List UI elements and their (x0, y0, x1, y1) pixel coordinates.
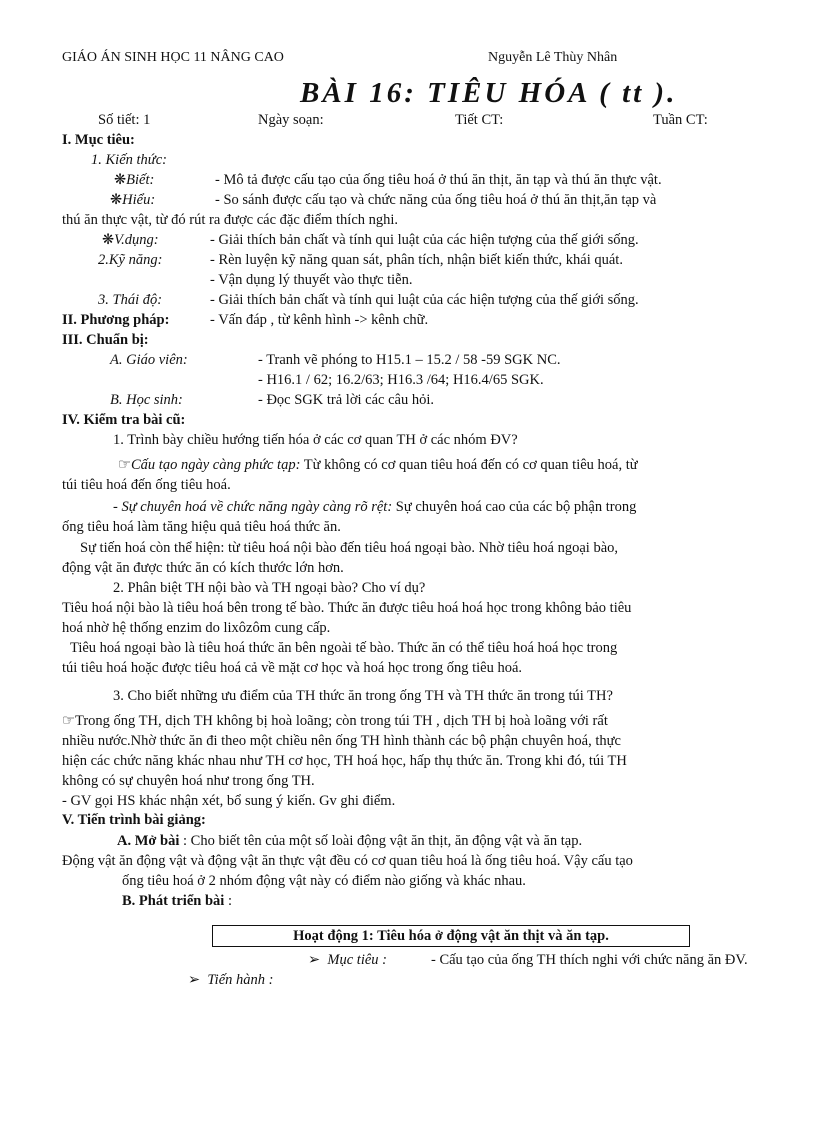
section-3-heading: III. Chuẩn bị: (62, 332, 149, 348)
lesson-title: BÀI 16: TIÊU HÓA ( tt ). (300, 77, 678, 109)
phat-trien-bai-line: B. Phát triển bài : (122, 893, 232, 909)
hieu-label: ❋Hiểu: (110, 192, 156, 208)
muc-tieu-text: - Cấu tạo của ống TH thích nghi với chức năng ăn ĐV. (431, 952, 748, 968)
meta-so-tiet: Số tiết: 1 (98, 112, 151, 128)
ky-nang-label: 2.Kỹ năng: (98, 252, 163, 268)
answer-1-line-2: túi tiêu hoá đến ống tiêu hoá. (62, 477, 231, 493)
tien-hanh-line: ➢ Tiến hành : (188, 972, 274, 988)
phuong-phap-text: - Vấn đáp , từ kênh hình -> kênh chữ. (210, 312, 429, 328)
thai-do-label: 3. Thái độ: (98, 292, 163, 308)
section-4-heading: IV. Kiểm tra bài cũ: (62, 412, 186, 428)
arrow-bullet-icon: ➢ (188, 972, 201, 988)
question-3: 3. Cho biết những ưu điểm của TH thức ăn trong ống TH và TH thức ăn trong túi TH? (113, 688, 613, 704)
flower-icon: ❋ (114, 172, 127, 188)
answer-2-line-1: Tiêu hoá nội bào là tiêu hoá bên trong tế bào. Thức ăn được tiêu hoá hoá học trong không bảo tiêu (62, 600, 632, 616)
kien-thuc-label: 1. Kiến thức: (91, 152, 167, 168)
hieu-text-cont: thú ăn thực vật, từ đó rút ra được các đặc điểm thích nghi. (62, 212, 399, 228)
biet-label: ❋Biết: (114, 172, 155, 188)
van-dung-text: - Giải thích bản chất và tính qui luật của các hiện tượng của thế giới sống. (210, 232, 639, 248)
giao-vien-text: - Tranh vẽ phóng to H15.1 – 15.2 / 58 -59 SGK NC. (258, 352, 561, 368)
answer-1b-line-1: - Sự chuyên hoá về chức năng ngày càng rõ rệt: Sự chuyên hoá cao của các bộ phận trong (113, 499, 637, 515)
question-1: 1. Trình bày chiều hướng tiến hóa ở các cơ quan TH ở các nhóm ĐV? (113, 432, 518, 448)
intro-line-1: Động vật ăn động vật và động vật ăn thực vật đều có cơ quan tiêu hoá là ống tiêu hoá. Vậy cấu tạo (62, 853, 633, 869)
hieu-text: - So sánh được cấu tạo và chức năng của ống tiêu hoá ở thú ăn thịt,ăn tạp và (215, 192, 657, 208)
giao-vien-text-cont: - H16.1 / 62; 16.2/63; H16.3 /64; H16.4/65 SGK. (258, 372, 544, 388)
answer-3-line-2: nhiều nước.Nhờ thức ăn đi theo một chiều nên ống TH hình thành các bộ phận chuyên hoá, thực (62, 733, 621, 749)
pointing-hand-icon: ☞ (118, 457, 131, 473)
answer-3-line-3: hiện các chức năng khác nhau như TH cơ học, TH hoá học, hấp thụ thức ăn. Trong khi đó, túi TH (62, 753, 627, 769)
document-author: Nguyễn Lê Thùy Nhân (488, 50, 618, 65)
pointing-hand-icon: ☞ (62, 713, 75, 729)
section-1-heading: I. Mục tiêu: (62, 132, 135, 148)
document-header-title: GIÁO ÁN SINH HỌC 11 NÂNG CAO (62, 50, 284, 65)
arrow-bullet-icon: ➢ (308, 952, 321, 968)
hoc-sinh-label: B. Học sinh: (110, 392, 183, 408)
answer-2-line-3: Tiêu hoá ngoại bào là tiêu hoá thức ăn bên ngoài tế bào. Thức ăn có thể tiêu hoá hoá học trong (70, 640, 618, 656)
answer-1c-line-2: động vật ăn được thức ăn có kích thước lớn hơn. (62, 560, 344, 576)
meta-tuan-ct: Tuần CT: (653, 112, 708, 128)
van-dung-label: ❋V.dụng: (102, 232, 159, 248)
teacher-note: - GV gọi HS khác nhận xét, bổ sung ý kiến. Gv ghi điểm. (62, 793, 396, 809)
hoc-sinh-text: - Đọc SGK trả lời các câu hỏi. (258, 392, 434, 408)
answer-1b-line-2: ống tiêu hoá làm tăng hiệu quả tiêu hoá thức ăn. (62, 519, 341, 535)
meta-ngay-soan: Ngày soạn: (258, 112, 324, 128)
ky-nang-text: - Rèn luyện kỹ năng quan sát, phân tích, nhận biết kiến thức, khái quát. (210, 252, 623, 268)
intro-line-2: ống tiêu hoá ở 2 nhóm động vật này có điểm nào giống và khác nhau. (122, 873, 526, 889)
muc-tieu-line: ➢ Mục tiêu : (308, 952, 387, 968)
giao-vien-label: A. Giáo viên: (110, 352, 188, 368)
answer-3-line-4: không có sự chuyên hoá như trong ống TH. (62, 773, 315, 789)
flower-icon: ❋ (102, 232, 115, 248)
mo-bai-line: A. Mở bài : Cho biết tên của một số loài động vật ăn thịt, ăn động vật và ăn tạp. (117, 833, 583, 849)
flower-icon: ❋ (110, 192, 123, 208)
answer-1c-line-1: Sự tiến hoá còn thể hiện: từ tiêu hoá nội bào đến tiêu hoá ngoại bào. Nhờ tiêu hoá ngoại bào, (80, 540, 619, 556)
activity-1-title-box: Hoạt động 1: Tiêu hóa ở động vật ăn thịt và ăn tạp. (212, 925, 690, 947)
answer-2-line-2: hoá nhờ hệ thống enzim do lixôzôm cung cấp. (62, 620, 331, 636)
ky-nang-text-cont: - Vận dụng lý thuyết vào thực tiễn. (210, 272, 413, 288)
biet-text: - Mô tả được cấu tạo của ống tiêu hoá ở thú ăn thịt, ăn tạp và thú ăn thực vật. (215, 172, 662, 188)
thai-do-text: - Giải thích bản chất và tính qui luật của các hiện tượng của thế giới sống. (210, 292, 639, 308)
section-5-heading: V. Tiến trình bài giảng: (62, 812, 206, 828)
answer-3-line-1: ☞Trong ống TH, dịch TH không bị hoà loãng; còn trong túi TH , dịch TH bị hoà loãng với rất (62, 713, 608, 729)
section-2-heading: II. Phương pháp: (62, 312, 170, 328)
answer-2-line-4: túi tiêu hoá hoặc được tiêu hoá cả về mặt cơ học và hoá học trong ống tiêu hoá. (62, 660, 523, 676)
question-2: 2. Phân biệt TH nội bào và TH ngoại bào? Cho ví dụ? (113, 580, 426, 596)
answer-1-line-1: ☞Cấu tạo ngày càng phức tạp: Từ không có cơ quan tiêu hoá đến có cơ quan tiêu hoá, từ (118, 457, 638, 473)
meta-tiet-ct: Tiết CT: (455, 112, 504, 128)
